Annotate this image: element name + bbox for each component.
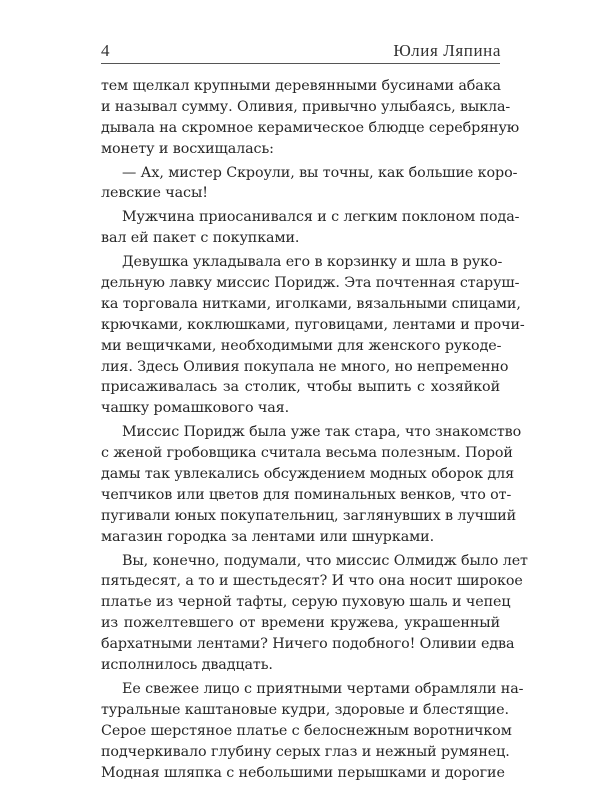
paragraph	[101, 679, 524, 783]
text-line: пугивали юных покупательниц, заглянувших в лучший	[101, 507, 517, 524]
text-line: бархатными лентами? Ничего подобного! Оливии едва	[101, 636, 515, 653]
text-line: Ее свежее лицо с приятными чертами обрамляли на-	[122, 680, 524, 697]
text-line: дывала на скромное керамическое блюдце серебряную	[101, 119, 520, 136]
text-line: исполнилось двадцать.	[101, 657, 273, 674]
text-line: подчеркивало глубину серых глаз и нежный румянец.	[101, 743, 510, 760]
paragraph	[101, 163, 518, 205]
text-line: магазин городка за лентами или шнурками.	[101, 528, 435, 545]
paragraph	[101, 422, 522, 547]
text-line: с женой гробовщика считала весьма полезным. Порой	[101, 445, 513, 462]
text-line: чепчиков или цветов для поминальных венков, что от-	[101, 486, 512, 503]
body-text	[101, 76, 528, 786]
page-number: 4	[101, 41, 110, 60]
text-line: пятьдесят, а то и шестьдесят? И что она носит широкое	[101, 573, 523, 590]
text-line: дамы так увлекались обсуждением модных оборок для	[101, 466, 515, 483]
text-line: вал ей пакет с покупками.	[101, 230, 300, 247]
text-line: Девушка укладывала его в корзинку и шла в руко-	[122, 254, 503, 271]
text-line: из пожелтевшего от времени кружева, украшенный	[101, 615, 500, 632]
text-line: Серое шерстяное платье с белоснежным воротничком	[101, 722, 512, 739]
text-line: Вы, конечно, подумали, что миссис Олмидж было лет	[122, 552, 528, 569]
text-line: чашку ромашкового чая.	[101, 400, 290, 417]
header-divider	[101, 63, 500, 64]
paragraph	[101, 252, 525, 419]
text-line: тем щелкал крупными деревянными бусинами абака	[101, 78, 501, 94]
page-header	[101, 34, 501, 64]
text-line: левские часы!	[101, 185, 208, 202]
text-line: лия. Здесь Оливия покупала не много, но непременно	[101, 358, 509, 375]
text-line: монету и восхищалась:	[101, 140, 274, 157]
text-line: туральные каштановые кудри, здоровые и блестящие.	[101, 701, 509, 718]
text-line: крючками, коклюшками, пуговицами, лентами и прочи-	[101, 316, 525, 333]
paragraph	[101, 551, 528, 676]
text-line: платье из черной тафты, серую пуховую шаль и чепец	[101, 594, 511, 611]
text-line: дельную лавку миссис Поридж. Эта почтенная старуш-	[101, 275, 520, 292]
paragraph	[101, 207, 520, 249]
paragraph	[101, 76, 520, 160]
text-line: ка торговала нитками, иголками, вязальными спицами,	[101, 295, 521, 312]
text-line: — Ах, мистер Скроули, вы точны, как большие коро-	[122, 164, 518, 181]
text-line: ми вещичками, необходимыми для женского рукоде-	[101, 337, 502, 354]
running-title: Юлия Ляпина	[393, 41, 501, 60]
text-line: Миссис Поридж была уже так стара, что знакомство	[122, 424, 522, 441]
text-line: Мужчина приосанивался и с легким поклоном пода-	[122, 209, 520, 226]
text-line: и называл сумму. Оливия, привычно улыбаясь, выкла-	[101, 98, 511, 115]
text-line: Модная шляпка с небольшими перышками и дорогие	[101, 764, 505, 781]
text-line: присаживалась за столик, чтобы выпить с хозяйкой	[101, 379, 500, 396]
